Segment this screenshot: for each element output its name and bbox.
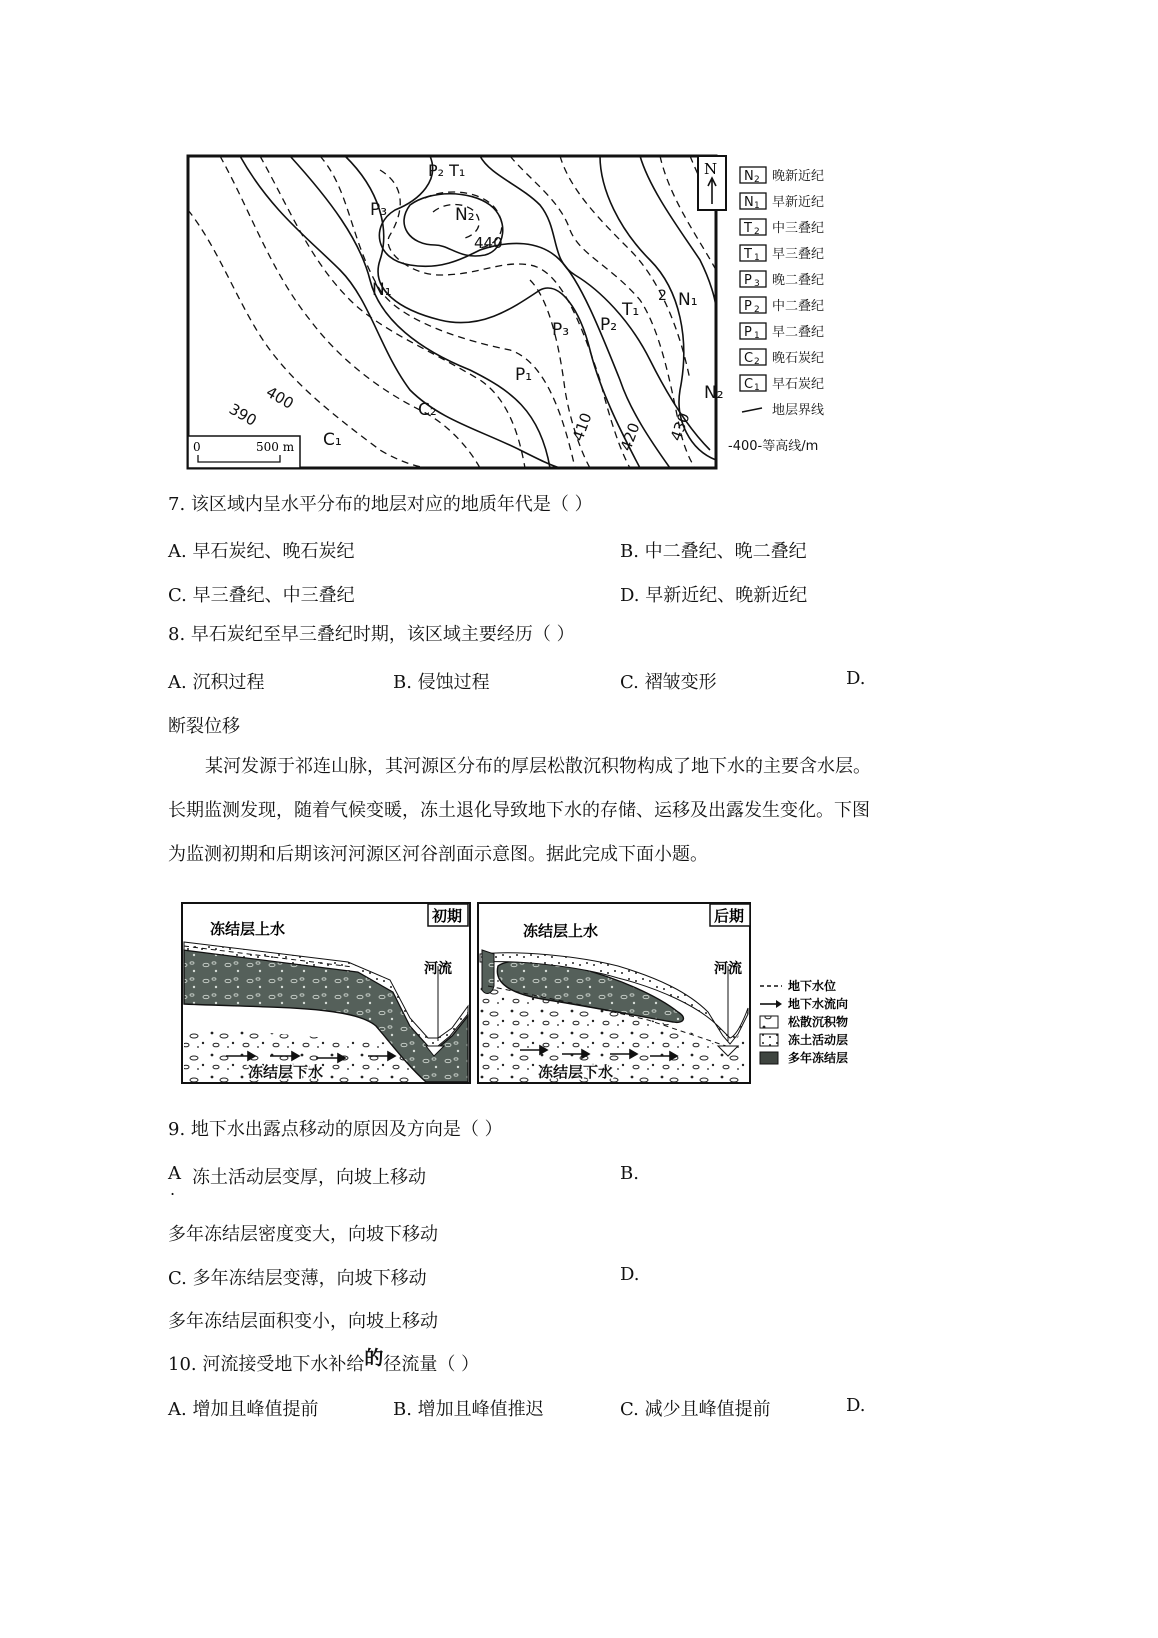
legend-item-n2 [740, 167, 824, 185]
map-label-t1: T₁ [622, 300, 640, 320]
map-label-n2-east: N₂ [704, 383, 724, 403]
profile-legend [760, 978, 848, 1065]
legend-item-t2 [740, 219, 824, 237]
legend-item-contour [728, 438, 818, 454]
profile-late-river-label: 河流 [714, 961, 742, 977]
map-label-n1: N₁ [372, 280, 392, 300]
map-legend [728, 167, 824, 454]
svg-text:3: 3 [754, 279, 760, 289]
legend-item-p2 [740, 297, 824, 315]
svg-text:地下水位: 地下水位 [788, 979, 837, 993]
q7-stem: 7. 该区域内呈水平分布的地层对应的地质年代是（ ） [168, 494, 593, 515]
svg-text:N: N [704, 160, 718, 178]
profile-panel-early [182, 903, 470, 1083]
q10-option-b[interactable]: B. 增加且峰值推迟 [393, 1399, 544, 1420]
svg-text:晚二叠纪: 晚二叠纪 [772, 273, 825, 288]
svg-text:地下水流向: 地下水流向 [788, 997, 848, 1011]
q7-option-c[interactable]: C. 早三叠纪、中三叠纪 [168, 585, 355, 606]
contour-label-400: 400 [263, 382, 297, 413]
q9-option-d-text[interactable]: 多年冻结层面积变小，向坡上移动 [168, 1311, 438, 1332]
profile-late-below-label: 冻结层下水 [538, 1063, 614, 1081]
map-label-c2: C₂ [418, 400, 437, 420]
legend-item-n1 [740, 193, 824, 211]
q9-option-a-letter[interactable]: A [168, 1163, 181, 1184]
q8-option-b[interactable]: B. 侵蚀过程 [393, 672, 490, 693]
profile-early-below-label: 冻结层下水 [248, 1063, 324, 1081]
contour-label-420: 420 [616, 420, 644, 454]
q10-stem-part-1: 10. 河流接受地下水补给 [168, 1354, 365, 1375]
river-profile-figure [178, 896, 848, 1088]
q8-option-a[interactable]: A. 沉积过程 [168, 672, 265, 693]
legend-item-c1 [740, 375, 824, 393]
svg-text:C: C [744, 377, 754, 392]
svg-text:P: P [744, 325, 752, 340]
svg-text:松散沉积物: 松散沉积物 [788, 1015, 848, 1029]
profile-panel-late [478, 903, 750, 1083]
q7-option-a[interactable]: A. 早石炭纪、晚石炭纪 [168, 541, 355, 562]
legend-water-table [760, 978, 836, 993]
svg-text:P: P [744, 299, 752, 314]
q8-option-d-text[interactable]: 断裂位移 [168, 716, 240, 737]
legend-item-p3 [740, 271, 824, 289]
north-arrow-icon [698, 156, 726, 210]
q9-option-b[interactable]: B. [620, 1163, 639, 1184]
passage-line-1: 某河发源于祁连山脉，其河源区分布的厚层松散沉积物构成了地下水的主要含水层。 [205, 756, 871, 777]
svg-text:中二叠纪: 中二叠纪 [772, 299, 825, 314]
legend-flow-direction [760, 996, 848, 1011]
profile-late-title: 后期 [714, 907, 745, 925]
svg-text:地层界线: 地层界线 [772, 403, 825, 418]
svg-text:2: 2 [754, 227, 760, 237]
q10-stem-part-2: 的 [364, 1347, 384, 1369]
map-label-2: 2 [658, 288, 667, 304]
profile-early-above-label: 冻结层上水 [210, 920, 286, 938]
svg-text:早石炭纪: 早石炭纪 [772, 377, 825, 392]
profile-late-above-label: 冻结层上水 [523, 922, 599, 940]
q9-option-c[interactable]: C. 多年冻结层变薄，向坡下移动 [168, 1268, 427, 1289]
contour-label-440: 440 [474, 234, 503, 252]
q8-stem: 8. 早石炭纪至早三叠纪时期，该区域主要经历（ ） [168, 624, 575, 645]
q9-option-b-text[interactable]: 多年冻结层密度变大，向坡下移动 [168, 1224, 438, 1245]
map-label-p1: P₁ [515, 365, 533, 385]
svg-text:早二叠纪: 早二叠纪 [772, 325, 825, 340]
svg-text:T: T [744, 221, 752, 236]
svg-text:早新近纪: 早新近纪 [772, 195, 825, 210]
q10-option-c[interactable]: C. 减少且峰值提前 [620, 1399, 771, 1420]
svg-text:多年冻结层: 多年冻结层 [788, 1051, 848, 1065]
map-label-c1: C₁ [323, 430, 342, 450]
legend-item-t1 [740, 245, 824, 263]
profile-early-river-label: 河流 [424, 961, 452, 977]
svg-text:N: N [744, 195, 754, 210]
svg-text:早三叠纪: 早三叠纪 [772, 247, 825, 262]
q9-option-d[interactable]: D. [620, 1264, 640, 1285]
scale-bar [188, 436, 300, 468]
q9-stem: 9. 地下水出露点移动的原因及方向是（ ） [168, 1119, 503, 1140]
legend-active-layer [760, 1032, 848, 1047]
profile-early-title: 初期 [432, 907, 463, 925]
q9-option-a-dot: . [170, 1180, 176, 1199]
legend-permafrost [760, 1050, 848, 1065]
contour-label-430: 430 [666, 410, 694, 444]
q7-option-d[interactable]: D. 早新近纪、晚新近纪 [620, 585, 808, 606]
svg-text:C: C [744, 351, 754, 366]
q8-option-c[interactable]: C. 褶皱变形 [620, 672, 717, 693]
scale-text: 500 m [256, 440, 295, 454]
scale-zero: 0 [193, 440, 201, 454]
q8-option-d[interactable]: D. [846, 668, 866, 689]
q10-stem [168, 1347, 480, 1376]
q9-option-a[interactable]: 冻土活动层变厚，向坡上移动 [192, 1167, 426, 1188]
svg-text:P: P [744, 273, 752, 288]
svg-text:1: 1 [754, 253, 760, 263]
q10-stem-part-3: 径流量（ ） [383, 1354, 480, 1375]
svg-text:1: 1 [754, 331, 760, 341]
geologic-map-figure [180, 150, 860, 475]
svg-text:1: 1 [754, 383, 760, 393]
svg-text:中三叠纪: 中三叠纪 [772, 221, 825, 236]
contour-label-410: 410 [568, 410, 596, 444]
svg-text:2: 2 [754, 175, 760, 185]
svg-text:-400-等高线/m: -400-等高线/m [728, 439, 819, 454]
svg-text:2: 2 [754, 305, 760, 315]
passage-line-3: 为监测初期和后期该河河源区河谷剖面示意图。据此完成下面小题。 [168, 844, 708, 865]
svg-text:N: N [744, 169, 754, 184]
svg-text:晚石炭纪: 晚石炭纪 [772, 351, 825, 366]
map-label-p3-south: P₃ [552, 320, 570, 340]
legend-item-boundary [742, 402, 824, 418]
svg-text:2: 2 [754, 357, 760, 367]
legend-loose-sediment [760, 1014, 848, 1029]
svg-text:1: 1 [754, 201, 760, 211]
legend-item-c2 [740, 349, 824, 367]
map-label-n1-east: N₁ [678, 290, 698, 310]
map-label-p2t1: P₂ T₁ [428, 161, 466, 180]
q10-option-a[interactable]: A. 增加且峰值提前 [168, 1399, 319, 1420]
passage-line-2: 长期监测发现，随着气候变暖，冻土退化导致地下水的存储、运移及出露发生变化。下图 [168, 800, 870, 821]
svg-text:晚新近纪: 晚新近纪 [772, 169, 825, 184]
map-label-p3: P₃ [370, 200, 388, 220]
q10-option-d[interactable]: D. [846, 1395, 866, 1416]
svg-text:T: T [744, 247, 752, 262]
map-label-n2: N₂ [455, 205, 475, 225]
q7-option-b[interactable]: B. 中二叠纪、晚二叠纪 [620, 541, 807, 562]
map-label-p2: P₂ [600, 315, 618, 335]
contour-label-390: 390 [226, 399, 260, 430]
svg-text:冻土活动层: 冻土活动层 [788, 1033, 848, 1047]
legend-item-p1 [740, 323, 824, 341]
